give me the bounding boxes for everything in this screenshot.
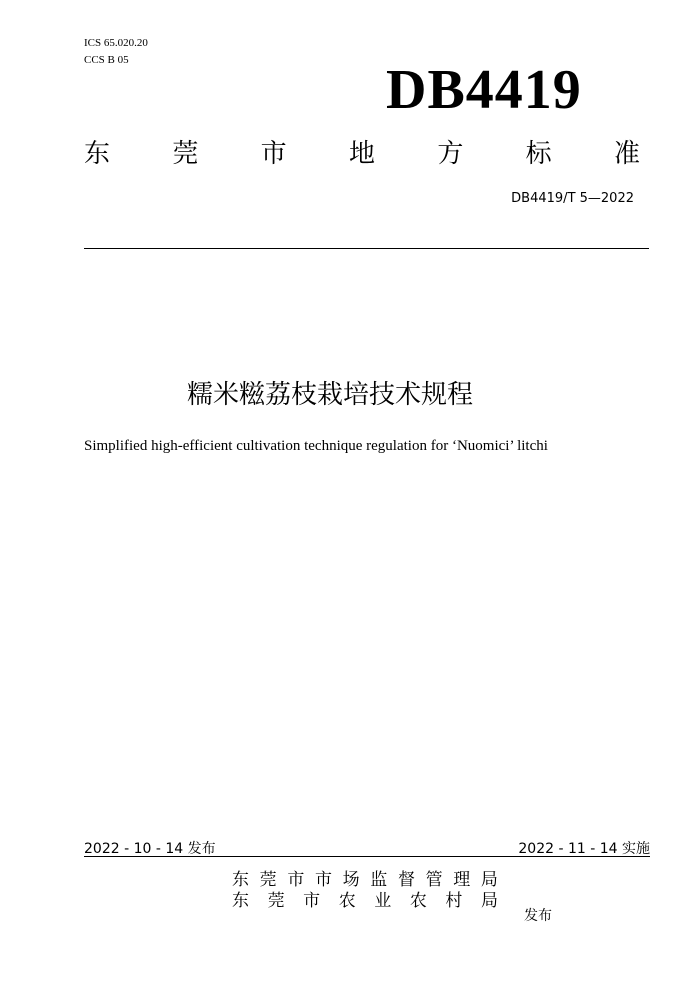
issuer-char: 东	[232, 891, 249, 911]
issuer-char: 农	[338, 891, 356, 911]
issuer-char: 督	[397, 870, 415, 890]
implementation-date: 2022 - 11 - 14 实施	[518, 841, 650, 857]
issuer-char: 莞	[259, 870, 277, 890]
title-char: 准	[613, 139, 640, 169]
issuer-char: 农	[409, 891, 427, 911]
issue-date: 2022 - 10 - 14 发布	[84, 841, 216, 857]
publish-label: 发布	[524, 908, 552, 924]
document-title-chinese-text: 糯米糍荔枝栽培技术规程	[186, 380, 473, 410]
issuer-char: 市	[287, 870, 305, 890]
header-divider	[84, 248, 649, 249]
title-char: 标	[525, 139, 552, 169]
title-char: 方	[437, 139, 464, 169]
title-char: 市	[260, 139, 287, 169]
issuer-char: 市	[314, 870, 332, 890]
standard-type-title	[84, 138, 640, 170]
issuer-line-2	[232, 886, 498, 911]
issuer-char: 场	[342, 870, 360, 890]
issuer-char: 管	[425, 870, 443, 890]
ccs-code: CCS B 05	[84, 54, 129, 66]
issuer-char: 监	[370, 870, 388, 890]
ics-code: ICS 65.020.20	[84, 37, 148, 49]
issuer-char: 东	[232, 870, 249, 890]
standard-number: DB4419/T 5—2022	[511, 191, 634, 206]
issuer-char: 业	[374, 891, 392, 911]
title-char: 地	[348, 139, 375, 169]
document-title-chinese	[0, 374, 700, 411]
issuer-char: 村	[445, 891, 463, 911]
issuer-char: 理	[453, 870, 471, 890]
standard-logo: DB4419	[386, 59, 582, 121]
document-title-english: Simplified high-efficient cultivation technique regulation for ‘Nuomici’ litchi	[84, 438, 548, 454]
title-char: 莞	[172, 139, 199, 169]
footer-divider	[84, 856, 650, 857]
issuer-char: 莞	[267, 891, 285, 911]
issuer-char: 市	[303, 891, 321, 911]
title-char: 东	[84, 139, 111, 169]
issuer-char: 局	[480, 870, 498, 890]
issuer-char: 局	[480, 891, 498, 911]
